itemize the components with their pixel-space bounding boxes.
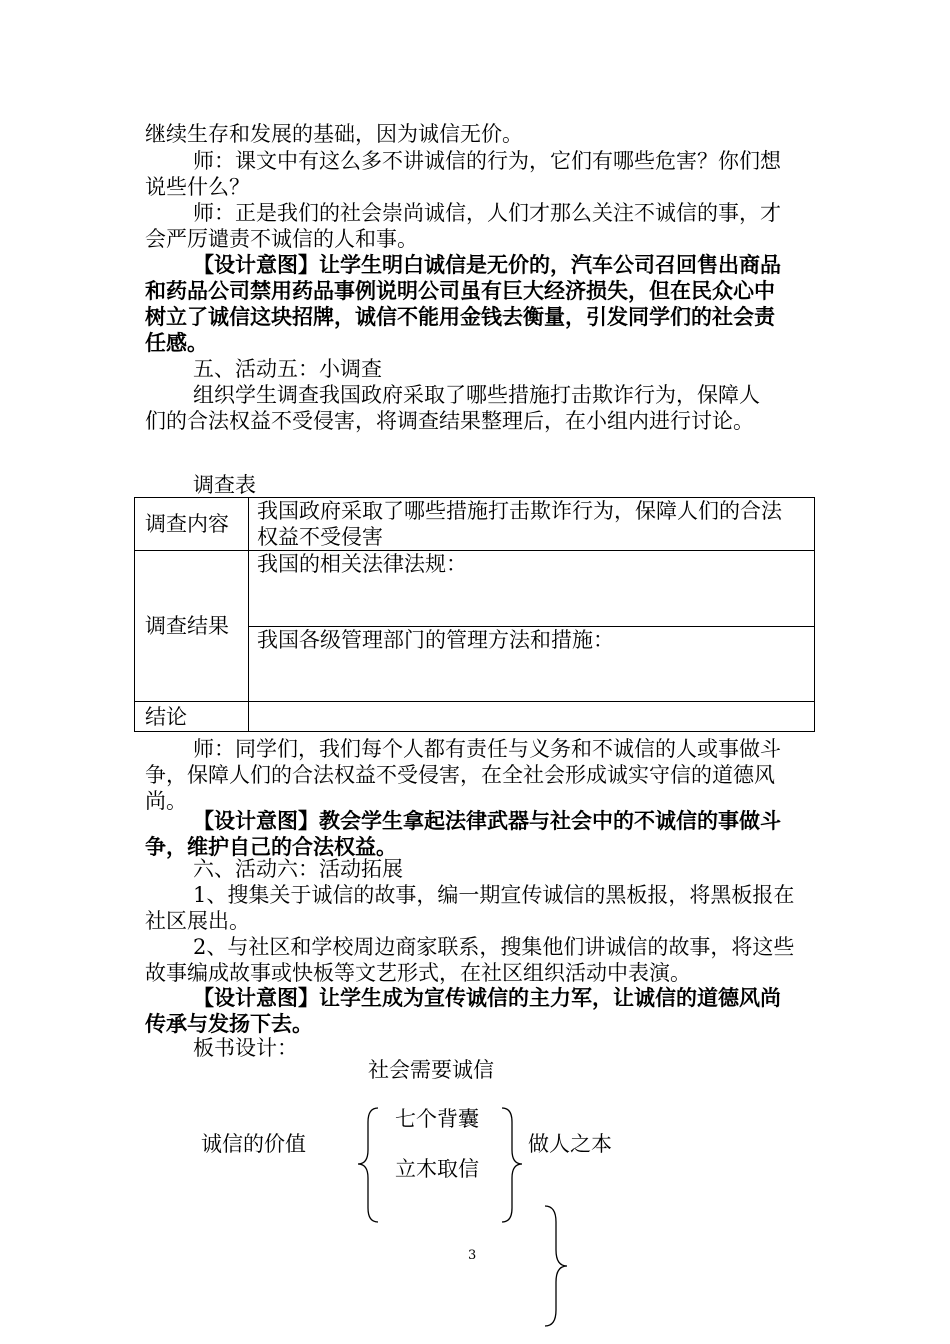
board-left-label: 诚信的价值 [201, 1132, 306, 1156]
row-label: 调查结果 [135, 551, 249, 702]
row-value-line: 权益不受侵害 [257, 525, 383, 549]
teacher-statement-line: 师：正是我们的社会崇尚诚信，人们才那么关注不诚信的事，才 [193, 201, 781, 225]
activity-description-line: 组织学生调查我国政府采取了哪些措施打击欺诈行为，保障人 [193, 383, 760, 407]
board-item: 七个背囊 [395, 1107, 479, 1131]
section-heading: 六、活动六：活动拓展 [193, 857, 403, 881]
teacher-statement-line: 尚。 [145, 789, 187, 813]
design-intent-line: 树立了诚信这块招牌，诚信不能用金钱去衡量，引发同学们的社会责 [145, 304, 775, 329]
board-design-label: 板书设计： [193, 1036, 298, 1060]
right-brace [545, 1206, 567, 1326]
design-intent-line: 任感。 [145, 330, 208, 355]
activity-item-line: 1、搜集关于诚信的故事，编一期宣传诚信的黑板报，将黑板报在 [193, 883, 795, 907]
board-right-label: 做人之本 [528, 1132, 612, 1156]
design-intent-line: 【设计意图】教会学生拿起法律武器与社会中的不诚信的事做斗 [193, 808, 781, 833]
teacher-question-line: 说些什么？ [145, 175, 250, 199]
teacher-statement-line: 师：同学们，我们每个人都有责任与义务和不诚信的人或事做斗 [193, 737, 781, 761]
activity-item-line: 2、与社区和学校周边商家联系，搜集他们讲诚信的故事，将这些 [193, 935, 795, 959]
row-value-line: 我国政府采取了哪些措施打击欺诈行为，保障人们的合法 [257, 499, 782, 523]
row-value: 我国各级管理部门的管理方法和措施： [249, 627, 815, 702]
design-intent-line: 争，维护自己的合法权益。 [145, 834, 397, 859]
design-intent-line: 【设计意图】让学生成为宣传诚信的主力军，让诚信的道德风尚 [193, 985, 781, 1010]
row-label: 调查内容 [135, 498, 249, 551]
page-number: 3 [468, 1248, 477, 1263]
right-brace [502, 1108, 522, 1222]
activity-description-line: 们的合法权益不受侵害，将调查结果整理后，在小组内进行讨论。 [145, 409, 754, 433]
activity-item-line: 故事编成故事或快板等文艺形式，在社区组织活动中表演。 [145, 961, 691, 985]
design-intent-line: 【设计意图】让学生明白诚信是无价的，汽车公司召回售出商品 [193, 252, 781, 277]
teacher-statement-line: 会严厉谴责不诚信的人和事。 [145, 227, 418, 251]
teacher-question-line: 师：课文中有这么多不讲诚信的行为，它们有哪些危害？你们想 [193, 149, 781, 173]
table-caption: 调查表 [193, 473, 256, 497]
row-label: 结论 [135, 702, 249, 732]
section-heading: 五、活动五：小调查 [193, 357, 382, 381]
paragraph-line: 继续生存和发展的基础，因为诚信无价。 [145, 122, 523, 146]
left-brace [358, 1108, 378, 1222]
teacher-statement-line: 争，保障人们的合法权益不受侵害，在全社会形成诚实守信的道德风 [145, 763, 775, 787]
board-title: 社会需要诚信 [368, 1058, 494, 1082]
activity-item-line: 社区展出。 [145, 909, 250, 933]
board-item: 立木取信 [395, 1157, 479, 1181]
row-value: 我国的相关法律法规： [249, 551, 815, 627]
design-intent-line: 和药品公司禁用药品事例说明公司虽有巨大经济损失，但在民众心中 [145, 278, 775, 303]
design-intent-line: 传承与发扬下去。 [145, 1011, 313, 1036]
